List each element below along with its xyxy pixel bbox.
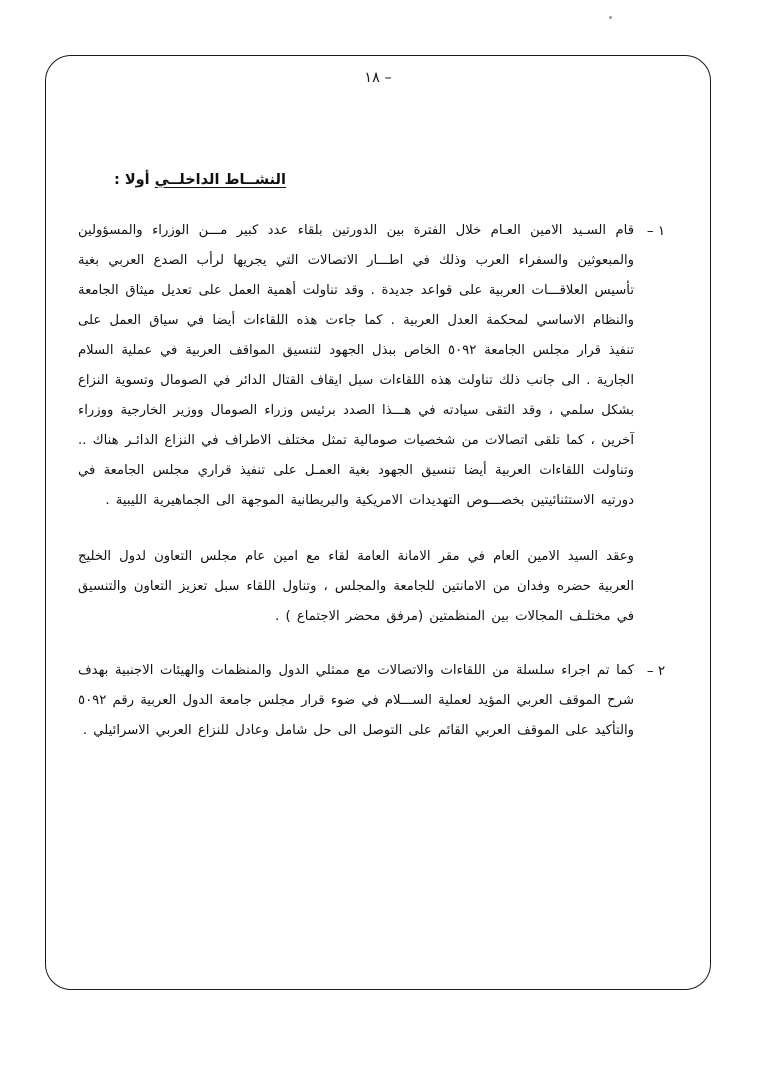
paragraph-marker: [634, 542, 678, 632]
section-heading-title: النشــاط الداخلــي: [154, 172, 286, 188]
paragraph: [78, 656, 678, 746]
paragraph: [78, 216, 678, 516]
section-heading-label: أولا :: [114, 172, 150, 188]
paragraph-marker: ٢ –: [646, 663, 666, 679]
paragraph-text: قام السـيد الامين العـام خلال الفترة بين الدورتين بلقاء عدد كبير مـــن الوزراء والمسؤولين والمبعوثين والسفراء العرب وذلك في اطـــار الاتصالات التي يجريها لرأب الصدع العربي بغية تأسيس العلاقـــات العربية على قواعد جديدة . وقد تناولت أهمية العمل على تعديل ميثاق الجامعة والنظام الاساسي لمحكمة العدل العربية . كما جاءت هذه اللقاءات أيضا في سياق العمل على تنفيذ قرار مجلس الجامعة ٥٠٩٢ الخاص ببذل الجهود لتنسيق المواقف العربية في عملية السلام الجارية . الى جانب ذلك تناولت هذه اللقاءات سبل ايقاف القتال الدائر في الصومال وتسوية النزاع بشكل سلمي ، وقد التقى سيادته في هـــذا الصدد برئيس وزراء الصومال ووزير الخارجية ووزراء آخرين ، كما تلقى اتصالات من شخصيات صومالية تمثل مختلف الاطراف في النزاع الدائـر هناك .. وتناولت اللقاءات العربية أيضا تنسيق الجهود بغية العمـل على تنفيذ قراري مجلس الجامعة في دورتيه الاستثنائيتين بخصـــوص التهديدات الامريكية والبريطانية الموجهة الى الجماهيرية الليبية .: [78, 223, 634, 508]
page-number: – ١٨: [364, 70, 392, 86]
paragraph-text: كما تم اجراء سلسلة من اللقاءات والاتصالات مع ممثلي الدول والمنظمات والهيئات الاجنبية بهدف شرح الموقف العربي المؤيد لعملية الســـلام في ضوء قرار مجلس جامعة الدول العربية رقم ٥٠٩٢ والتأكيد على الموقف العربي القائم على التوصل الى حل شامل وعادل للنزاع العربي الاسرائيلي .: [78, 663, 634, 738]
paragraph-text: وعقد السيد الامين العام في مقر الامانة العامة لقاء مع امين عام مجلس التعاون لدول الخليج العربية حضره وفدان من الامانتين للجامعة والمجلس ، وتناول اللقاء سبل تعزيز التعاون والتنسيق في مختلـف المجالات بين المنظمتين (مرفق محضر الاجتماع ) .: [78, 549, 634, 624]
paragraph-marker: ١ –: [646, 223, 666, 239]
section-heading: [78, 172, 678, 188]
paragraph: [78, 542, 678, 632]
page-content: [78, 62, 678, 982]
scan-speck: [609, 16, 612, 19]
